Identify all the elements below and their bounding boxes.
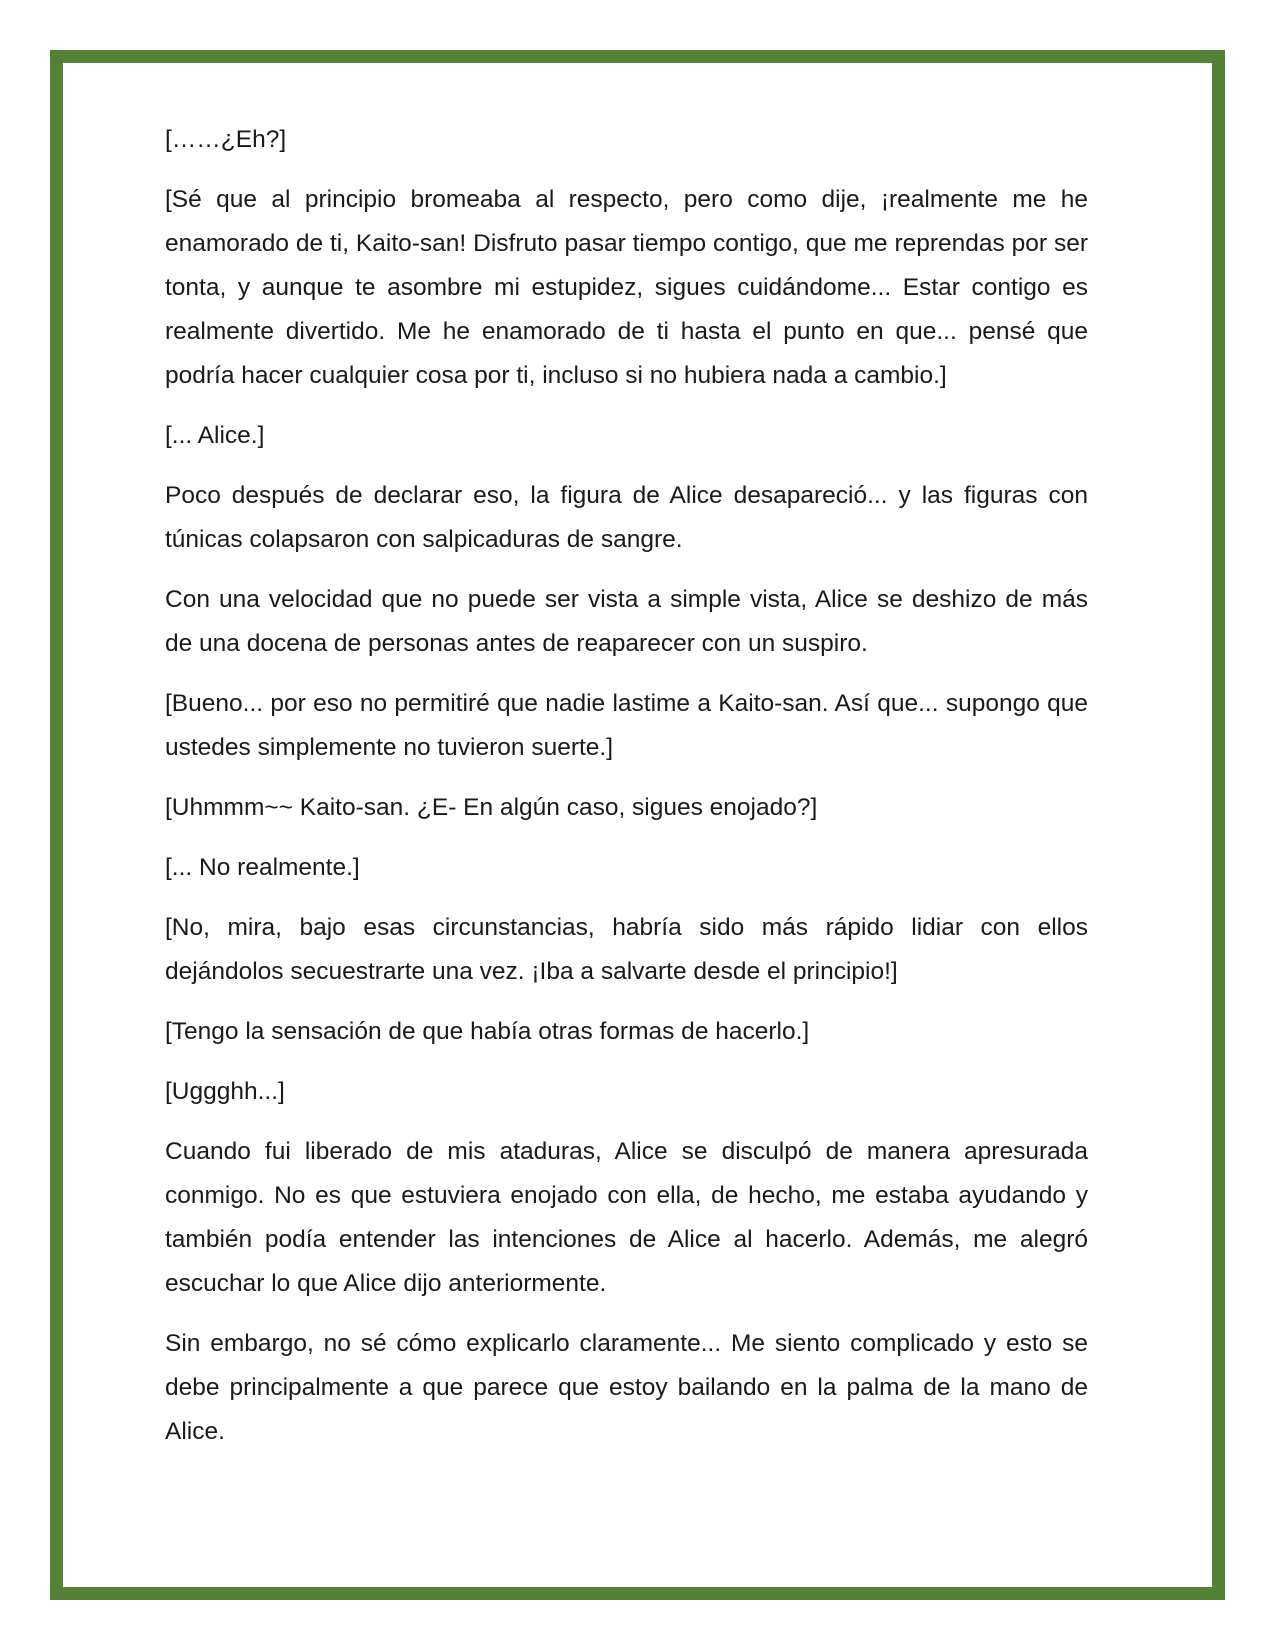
paragraph: Cuando fui liberado de mis ataduras, Alice se disculpó de manera apresurada conmigo. No es que estuviera enojado con ella, de hecho, me estaba ayudando y también podía entender las intenciones de Alice al hacerlo. Además, me alegró escuchar lo que Alice dijo anteriormente. <box>165 1138 1088 1297</box>
document-body <box>165 118 1088 1470</box>
paragraph: Sin embargo, no sé cómo explicarlo claramente... Me siento complicado y esto se debe principalmente a que parece que estoy bailando en la palma de la mano de Alice. <box>165 1330 1088 1445</box>
paragraph: Poco después de declarar eso, la figura de Alice desapareció... y las figuras con túnicas colapsaron con salpicaduras de sangre. <box>165 482 1088 553</box>
paragraph: [Sé que al principio bromeaba al respecto, pero como dije, ¡realmente me he enamorado de ti, Kaito-san! Disfruto pasar tiempo contigo, que me reprendas por ser tonta, y aunque te asombre mi estupidez, sigues cuidándome... Estar contigo es realmente divertido. Me he enamorado de ti hasta el punto en que... pensé que podría hacer cualquier cosa por ti, incluso si no hubiera nada a cambio.] <box>165 186 1088 389</box>
paragraph: [No, mira, bajo esas circunstancias, habría sido más rápido lidiar con ellos dejándolos secuestrarte una vez. ¡Iba a salvarte desde el principio!] <box>165 914 1088 985</box>
paragraph: [... No realmente.] <box>165 854 360 881</box>
paragraph: [Uhmmm~~ Kaito-san. ¿E- En algún caso, sigues enojado?] <box>165 794 818 821</box>
paragraph: [……¿Eh?] <box>165 126 287 153</box>
paragraph: [Bueno... por eso no permitiré que nadie lastime a Kaito-san. Así que... supongo que ustedes simplemente no tuvieron suerte.] <box>165 690 1088 761</box>
paragraph: [Tengo la sensación de que había otras formas de hacerlo.] <box>165 1018 810 1045</box>
paragraph: [... Alice.] <box>165 422 265 449</box>
paragraph: [Uggghh...] <box>165 1078 285 1105</box>
paragraph: Con una velocidad que no puede ser vista a simple vista, Alice se deshizo de más de una docena de personas antes de reaparecer con un suspiro. <box>165 586 1088 657</box>
